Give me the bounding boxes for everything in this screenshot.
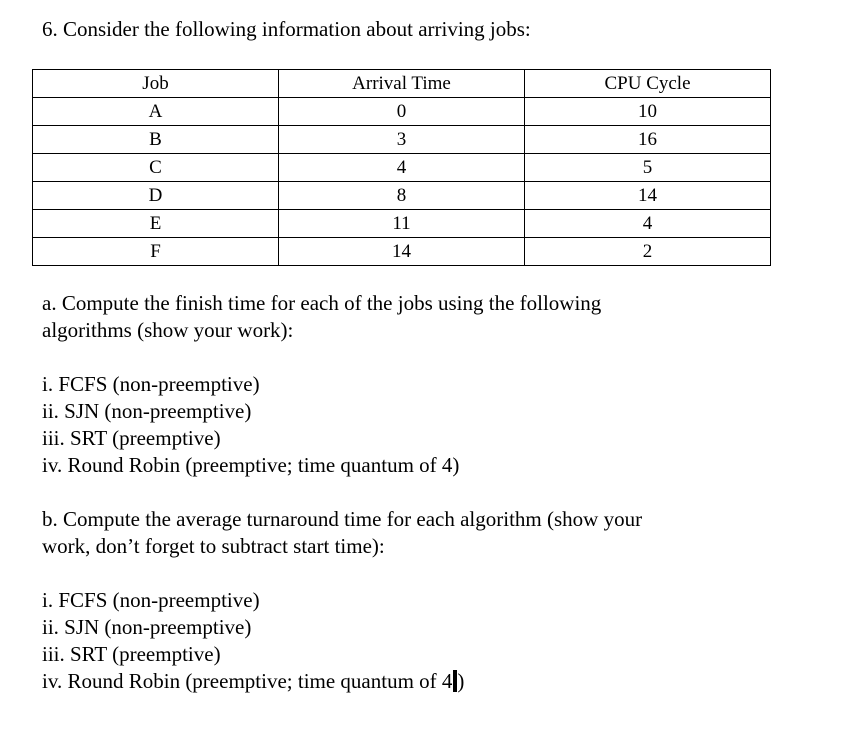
cell-job: D [33,182,279,210]
part-b-algorithm-list [42,587,464,695]
list-item: iii. SRT (preemptive) [42,642,221,666]
part-a-line-1: a. Compute the finish time for each of the jobs using the following [42,291,602,315]
list-item-last [42,668,464,695]
cell-job: E [33,210,279,238]
table-row [33,238,771,266]
cell-cpu-cycle: 14 [525,182,771,210]
list-item: ii. SJN (non-preemptive) [42,615,252,639]
cell-job: A [33,98,279,126]
cell-arrival-time: 0 [279,98,525,126]
column-header-arrival-time: Arrival Time [279,70,525,98]
cell-arrival-time: 11 [279,210,525,238]
cell-job: F [33,238,279,266]
list-item: i. FCFS (non-preemptive) [42,372,260,396]
cell-cpu-cycle: 10 [525,98,771,126]
part-b-instructions [42,506,642,560]
list-item: ii. SJN (non-preemptive) [42,399,252,423]
cell-cpu-cycle: 5 [525,154,771,182]
part-a-algorithm-list [42,371,459,479]
cell-arrival-time: 3 [279,126,525,154]
jobs-table [32,69,771,266]
cell-cpu-cycle: 2 [525,238,771,266]
cell-job: B [33,126,279,154]
list-item-text: iv. Round Robin (preemptive; time quantum of 4 [42,669,453,693]
question-title: 6. Consider the following information about arriving jobs: [42,17,531,41]
table-row [33,210,771,238]
part-a-instructions [42,290,601,344]
table-row [33,182,771,210]
column-header-job: Job [33,70,279,98]
cell-arrival-time: 14 [279,238,525,266]
list-item: iii. SRT (preemptive) [42,426,221,450]
part-b-line-2: work, don’t forget to subtract start time): [42,534,385,558]
table-header-row [33,70,771,98]
table-row [33,98,771,126]
cell-cpu-cycle: 4 [525,210,771,238]
table-row [33,154,771,182]
part-a-line-2: algorithms (show your work): [42,318,294,342]
cell-arrival-time: 8 [279,182,525,210]
list-item: iv. Round Robin (preemptive; time quantum of 4) [42,453,460,477]
closing-paren: ) [457,669,465,693]
cell-job: C [33,154,279,182]
table-row [33,126,771,154]
column-header-cpu-cycle: CPU Cycle [525,70,771,98]
cell-arrival-time: 4 [279,154,525,182]
part-b-line-1: b. Compute the average turnaround time for each algorithm (show your [42,507,643,531]
cell-cpu-cycle: 16 [525,126,771,154]
list-item: i. FCFS (non-preemptive) [42,588,260,612]
